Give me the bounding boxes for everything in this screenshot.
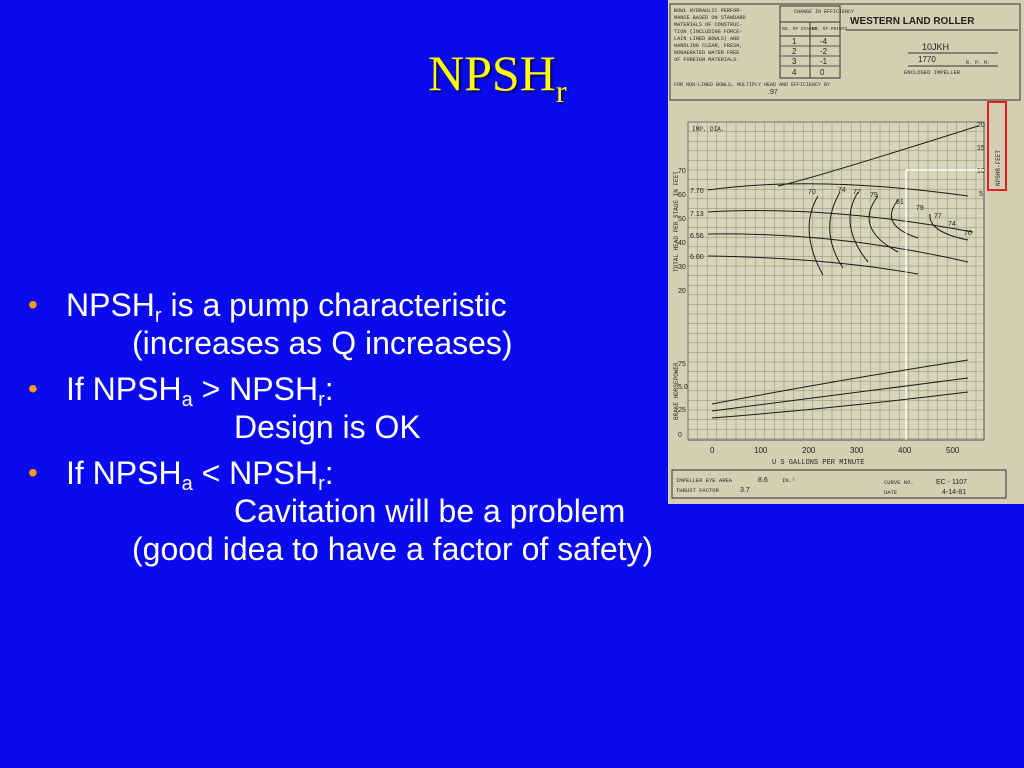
bhp-axis-label: BRAKE HORSEPOWER (673, 362, 680, 420)
svg-text:CURVE NO.: CURVE NO. (884, 479, 914, 486)
svg-text:4: 4 (792, 68, 797, 77)
svg-text:DATE: DATE (884, 489, 898, 496)
svg-text:5.0: 5.0 (678, 384, 688, 391)
slide-title: $NPSH_r$ (428, 45, 567, 109)
svg-text:20: 20 (977, 122, 985, 129)
svg-text:TION (INCLUDING FORCE-: TION (INCLUDING FORCE- (674, 29, 743, 35)
svg-text:74: 74 (948, 221, 956, 228)
brand-label: WESTERN LAND ROLLER (850, 16, 975, 27)
svg-text:81: 81 (896, 199, 904, 206)
bullet-item: • If $NPSH_a$ < $NPSH_r$: Cavitation will be a problem (good idea to have a factor of safety) (28, 454, 828, 568)
svg-text:77: 77 (934, 213, 942, 220)
non-lined-note: FOR NON-LINED BOWLS, MULTIPLY HEAD AND EFFICIENCY BY (674, 82, 831, 88)
svg-text:6.56: 6.56 (690, 233, 704, 240)
x-axis-label: U S GALLONS PER MINUTE (772, 459, 865, 467)
svg-text:THRUST FACTOR: THRUST FACTOR (676, 487, 719, 494)
bullet-dot-icon: • (28, 457, 38, 488)
svg-text:70: 70 (808, 189, 816, 196)
svg-text:IN.²: IN.² (782, 477, 796, 484)
rpm-value: 1770 (918, 55, 936, 64)
pump-curve-photo (668, 0, 1024, 504)
svg-text:R. P. M.: R. P. M. (966, 60, 991, 66)
bullet-continuation: (good idea to have a factor of safety) (132, 531, 654, 567)
svg-text:OF FOREIGN MATERIALS.: OF FOREIGN MATERIALS. (674, 57, 740, 63)
svg-text:.97: .97 (768, 89, 778, 96)
svg-text:8.6: 8.6 (758, 477, 768, 484)
svg-text:300: 300 (850, 446, 864, 455)
imp-dia-label: IMP. DIA. (692, 126, 725, 133)
svg-text:10: 10 (977, 168, 985, 175)
svg-text:0: 0 (678, 432, 682, 439)
bullet-dot-icon: • (28, 373, 38, 404)
svg-text:7.70: 7.70 (690, 188, 704, 195)
svg-text:70: 70 (678, 168, 686, 175)
svg-text:7.13: 7.13 (690, 211, 704, 218)
svg-text:NO. OF POINTS: NO. OF POINTS (812, 27, 848, 32)
svg-text:200: 200 (802, 446, 816, 455)
svg-text:0: 0 (710, 446, 715, 455)
head-axis-label: TOTAL HEAD PER STAGE IN FEET (673, 171, 680, 272)
svg-text:2: 2 (792, 47, 797, 56)
svg-text:NONAERATED WATER FREE: NONAERATED WATER FREE (674, 50, 740, 56)
svg-text:400: 400 (898, 446, 912, 455)
svg-text:60: 60 (678, 192, 686, 199)
svg-text:5: 5 (979, 191, 983, 198)
svg-text:79: 79 (916, 205, 924, 212)
svg-text:15: 15 (977, 145, 985, 152)
svg-text:70: 70 (964, 230, 972, 237)
svg-text:CHANGE IN EFFICIENCY: CHANGE IN EFFICIENCY (794, 9, 855, 15)
svg-text:100: 100 (754, 446, 768, 455)
svg-text:1: 1 (792, 37, 797, 46)
bullet-continuation: Cavitation will be a problem (234, 493, 626, 529)
svg-text:4-14-81: 4-14-81 (942, 489, 967, 496)
svg-text:30: 30 (678, 264, 686, 271)
svg-text:79: 79 (870, 192, 878, 199)
svg-text:-1: -1 (820, 57, 828, 66)
svg-text:77: 77 (853, 189, 861, 196)
bullet-continuation: Design is OK (234, 409, 421, 445)
svg-text:40: 40 (678, 240, 686, 247)
svg-text:74: 74 (838, 187, 846, 194)
svg-text:MANCE BASED ON STANDARD: MANCE BASED ON STANDARD (674, 15, 746, 21)
svg-text:MATERIALS OF CONSTRUC-: MATERIALS OF CONSTRUC- (674, 22, 743, 28)
impeller-type: ENCLOSED IMPELLER (904, 69, 961, 76)
svg-text:20: 20 (678, 288, 686, 295)
svg-text:500: 500 (946, 446, 960, 455)
svg-text:EC - 1107: EC - 1107 (936, 479, 967, 486)
model-number: 10JKH (922, 42, 950, 52)
svg-text:IMPELLER EYE AREA: IMPELLER EYE AREA (676, 477, 733, 484)
npshr-axis-label: NPSHR-FEET (995, 149, 1002, 186)
svg-text:75: 75 (678, 361, 686, 368)
svg-text:NO. OF STAGES: NO. OF STAGES (782, 27, 818, 32)
svg-text:-4: -4 (820, 37, 828, 46)
svg-text:BOWL HYDRAULIC PERFOR-: BOWL HYDRAULIC PERFOR- (674, 8, 743, 14)
svg-text:3: 3 (792, 57, 797, 66)
svg-text:HANDLING CLEAR, FRESH,: HANDLING CLEAR, FRESH, (674, 43, 743, 49)
svg-text:LAIN LINED BOWLS) AND: LAIN LINED BOWLS) AND (674, 36, 740, 42)
header-note (674, 8, 746, 63)
bullet-continuation: (increases as Q increases) (132, 325, 513, 361)
bullet-item: • $NPSH_r$ is a pump characteristic (increases as Q increases) (28, 286, 828, 362)
svg-text:3.7: 3.7 (740, 487, 750, 494)
svg-text:25: 25 (678, 407, 686, 414)
bullet-item: • If $NPSH_a$ > $NPSH_r$: Design is OK (28, 370, 828, 446)
svg-text:50: 50 (678, 216, 686, 223)
svg-text:0: 0 (820, 68, 825, 77)
svg-text:6.00: 6.00 (690, 254, 704, 261)
bullet-dot-icon: • (28, 289, 38, 320)
svg-text:-2: -2 (820, 47, 828, 56)
